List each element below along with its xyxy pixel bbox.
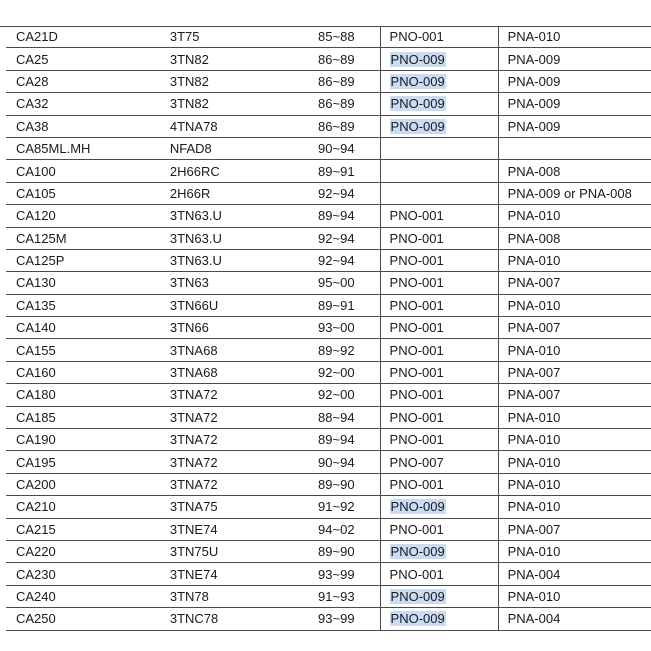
years-cell-text: 86~89 [318,118,355,134]
pno-cell-text: PNO-009 [390,118,445,134]
pno-cell [380,496,498,518]
model-cell [6,585,163,607]
pna-cell-text: PNA-010 [507,208,561,224]
years-cell-text: 94~02 [318,521,355,537]
pno-cell-text: PNO-007 [389,454,444,470]
years-cell-text: 95~00 [318,275,355,291]
pno-cell [380,160,498,182]
model-cell-text: CA25 [16,51,49,67]
engine-cell [163,70,275,92]
model-cell [6,361,163,383]
years-cell-text: 86~89 [318,96,355,112]
engine-cell-text: 3TN75U [169,544,219,560]
engine-cell-text: 3TNA72 [169,477,218,492]
model-cell [6,384,163,406]
pno-cell [380,339,498,361]
parts-table [6,26,651,631]
pna-cell-text: PNA-007 [507,521,561,537]
engine-cell [163,227,275,249]
engine-cell [163,93,275,115]
model-cell-text: CA105 [16,185,56,201]
pno-cell-text: PNO-009 [390,73,445,89]
years-cell-text: 88~94 [318,409,355,425]
table-row [6,540,651,562]
engine-cell-text: 3TNA75 [169,499,218,515]
model-cell-text: CA180 [16,387,56,403]
pno-cell [380,317,498,339]
table-row [6,406,651,428]
model-cell-text: CA190 [16,432,56,448]
pna-cell-text: PNA-004 [507,566,561,582]
pno-cell-text: PNO-009 [390,588,445,604]
model-cell [6,563,163,585]
years-cell [275,518,380,540]
years-cell-text: 89~91 [318,297,355,313]
pno-cell-text: PNO-009 [390,544,445,560]
model-cell-text: CA250 [16,611,56,627]
model-cell-text: CA240 [16,588,56,604]
engine-cell [163,339,275,361]
pna-cell [498,608,651,630]
engine-cell [163,540,275,562]
pna-cell [498,518,651,540]
years-cell-text: 86~89 [318,51,355,67]
pna-cell-text: PNA-009 [507,96,561,112]
pna-cell [498,26,651,48]
model-cell-text: CA195 [16,454,56,470]
engine-cell-text: 3T75 [169,29,200,45]
table-row [6,518,651,540]
pno-cell [380,585,498,607]
years-cell [275,160,380,182]
model-cell-text: CA100 [16,163,56,179]
model-cell [6,518,163,540]
pno-cell-text: PNO-001 [389,477,444,492]
model-cell [6,249,163,271]
years-cell [275,585,380,607]
pna-cell-text: PNA-007 [507,275,561,291]
pno-cell-text: PNO-009 [390,96,445,112]
engine-cell [163,137,275,159]
pna-cell [498,540,651,562]
pna-cell [498,205,651,227]
engine-cell [163,182,275,204]
pna-cell [498,93,651,115]
engine-cell [163,451,275,473]
years-cell [275,384,380,406]
pna-cell [498,115,651,137]
engine-cell [163,294,275,316]
years-cell [275,473,380,495]
model-cell-text: CA125P [16,253,65,269]
pno-cell-text: PNO-001 [389,320,444,336]
pna-cell-text: PNA-009 [507,73,561,89]
pno-cell-text: PNO-001 [389,297,444,313]
pno-cell [380,26,498,48]
model-cell-text: CA220 [16,544,56,560]
table-row [6,249,651,271]
pna-cell-text: PNA-010 [507,342,561,358]
years-cell-text: 85~88 [318,29,355,45]
years-cell [275,406,380,428]
pna-cell [498,317,651,339]
pno-cell-text: PNO-001 [389,29,444,45]
engine-cell [163,272,275,294]
pna-cell [498,563,651,585]
model-cell [6,115,163,137]
pna-cell-text: PNA-009 [507,118,561,134]
pna-cell-text: PNA-008 [507,230,561,246]
pno-cell-text: PNO-001 [389,342,444,358]
pna-cell [498,227,651,249]
pno-cell [380,205,498,227]
table-row [6,361,651,383]
pno-cell [380,473,498,495]
engine-cell [163,249,275,271]
pna-cell [498,384,651,406]
engine-cell [163,518,275,540]
years-cell [275,249,380,271]
years-cell [275,429,380,451]
pno-cell [380,563,498,585]
years-cell-text: 89~90 [318,477,355,492]
engine-cell-text: 3TN82 [169,51,209,67]
engine-cell [163,48,275,70]
engine-cell [163,429,275,451]
pna-cell-text: PNA-009 [507,51,561,67]
model-cell [6,70,163,92]
table-row [6,160,651,182]
model-cell [6,317,163,339]
pna-cell [498,451,651,473]
table-row [6,473,651,495]
pna-cell [498,182,651,204]
pno-cell-text: PNO-001 [389,387,444,403]
pna-cell-text: PNA-004 [507,611,561,627]
table-row [6,93,651,115]
engine-cell-text: 3TNA72 [169,409,218,425]
pna-cell-text: PNA-010 [507,253,561,269]
pna-cell-text: PNA-010 [507,409,561,425]
pna-cell [498,160,651,182]
pna-cell [498,339,651,361]
model-cell-text: CA120 [16,208,56,224]
pna-cell-text: PNA-008 [507,163,561,179]
pno-cell-text: PNO-009 [390,499,445,515]
table-row [6,496,651,518]
table-row [6,451,651,473]
years-cell-text: 89~92 [318,342,355,358]
engine-cell [163,205,275,227]
engine-cell-text: 3TNA68 [169,365,218,381]
pna-cell [498,585,651,607]
engine-cell-text: 3TN66 [169,320,209,336]
table-row [6,429,651,451]
model-cell-text: CA32 [16,96,49,112]
engine-cell-text: 3TN82 [169,73,209,89]
model-cell-text: CA230 [16,566,56,582]
pno-cell-text: PNO-009 [390,51,445,67]
pna-cell [498,496,651,518]
model-cell [6,339,163,361]
engine-cell-text: 3TNE74 [169,566,218,582]
pno-cell [380,249,498,271]
model-cell-text: CA200 [16,477,56,492]
years-cell [275,26,380,48]
engine-cell-text: 3TN63.U [169,208,222,224]
table-row [6,384,651,406]
pna-cell [498,429,651,451]
years-cell-text: 93~99 [318,611,355,627]
engine-cell [163,496,275,518]
model-cell [6,182,163,204]
pno-cell [380,608,498,630]
model-cell-text: CA135 [16,297,56,313]
pna-cell [498,137,651,159]
years-cell [275,137,380,159]
pno-cell [380,272,498,294]
years-cell [275,294,380,316]
model-cell [6,473,163,495]
model-cell-text: CA155 [16,342,56,358]
years-cell [275,182,380,204]
years-cell-text: 89~94 [318,208,355,224]
pno-cell [380,182,498,204]
model-cell-text: CA130 [16,275,56,291]
engine-cell [163,473,275,495]
table-row [6,137,651,159]
years-cell-text: 90~94 [318,454,355,470]
model-cell-text: CA210 [16,499,56,515]
table-row [6,26,651,48]
engine-cell-text: NFAD8 [169,141,212,157]
pna-cell [498,361,651,383]
parts-table-body [6,26,651,630]
engine-cell [163,160,275,182]
years-cell [275,361,380,383]
years-cell-text: 89~90 [318,544,355,560]
pna-cell [498,249,651,271]
model-cell [6,137,163,159]
pno-cell-text: PNO-001 [389,365,444,381]
table-row [6,70,651,92]
table-row [6,563,651,585]
model-cell [6,205,163,227]
pno-cell-text: PNO-001 [389,521,444,537]
engine-cell-text: 3TN63.U [169,253,222,269]
years-cell [275,205,380,227]
model-cell [6,26,163,48]
table-row [6,294,651,316]
model-cell-text: CA125M [16,230,67,246]
years-cell [275,496,380,518]
engine-cell-text: 3TN66U [169,297,219,313]
years-cell [275,115,380,137]
engine-cell-text: 3TNE74 [169,521,218,537]
years-cell-text: 91~92 [318,499,355,515]
years-cell [275,227,380,249]
years-cell [275,48,380,70]
years-cell-text: 86~89 [318,73,355,89]
pna-cell-text: PNA-010 [507,544,561,560]
pna-cell-text: PNA-007 [507,387,561,403]
table-row [6,115,651,137]
model-cell [6,451,163,473]
engine-cell-text: 3TN63 [169,275,209,291]
engine-cell [163,384,275,406]
years-cell-text: 93~00 [318,320,355,336]
model-cell [6,272,163,294]
years-cell [275,451,380,473]
years-cell [275,339,380,361]
pno-cell [380,429,498,451]
table-row [6,585,651,607]
table-row [6,205,651,227]
pno-cell [380,540,498,562]
table-row [6,48,651,70]
model-cell-text: CA21D [16,29,58,45]
pno-cell [380,361,498,383]
model-cell-text: CA85ML.MH [16,141,91,157]
engine-cell-text: 2H66R [169,185,211,201]
years-cell [275,70,380,92]
model-cell-text: CA185 [16,409,56,425]
model-cell [6,294,163,316]
engine-cell-text: 3TNA72 [169,454,218,470]
years-cell [275,317,380,339]
engine-cell [163,26,275,48]
model-cell [6,48,163,70]
engine-cell-text: 3TNA68 [169,342,218,358]
pna-cell-text: PNA-010 [507,29,561,45]
model-cell-text: CA38 [16,118,49,134]
pno-cell [380,518,498,540]
pno-cell [380,294,498,316]
table-row [6,227,651,249]
engine-cell [163,115,275,137]
model-cell [6,160,163,182]
years-cell-text: 89~94 [318,432,355,448]
model-cell-text: CA28 [16,73,49,89]
pno-cell-text: PNO-001 [389,432,444,448]
pna-cell [498,406,651,428]
years-cell [275,272,380,294]
table-row [6,272,651,294]
years-cell-text: 92~00 [318,387,355,403]
pno-cell-text: PNO-001 [389,208,444,224]
pno-cell-text: PNO-001 [389,230,444,246]
engine-cell [163,563,275,585]
pna-cell-text: PNA-007 [507,365,561,381]
engine-cell-text: 3TNA72 [169,432,218,448]
pna-cell [498,48,651,70]
pno-cell [380,93,498,115]
model-cell-text: CA215 [16,521,56,537]
engine-cell [163,406,275,428]
table-row [6,182,651,204]
engine-cell-text: 3TNA72 [169,387,218,403]
table-row [6,339,651,361]
years-cell [275,93,380,115]
pna-cell [498,272,651,294]
years-cell [275,540,380,562]
pna-cell-text: PNA-007 [507,320,561,336]
years-cell-text: 93~99 [318,566,355,582]
pna-cell-text: PNA-010 [507,477,561,492]
years-cell-text: 90~94 [318,141,355,157]
engine-cell-text: 2H66RC [169,163,220,179]
table-row [6,317,651,339]
pno-cell [380,451,498,473]
years-cell-text: 92~00 [318,365,355,381]
pno-cell-text: PNO-009 [390,611,445,627]
pna-cell [498,473,651,495]
years-cell [275,608,380,630]
model-cell [6,496,163,518]
pna-cell-text: PNA-009 or PNA-008 [507,185,632,201]
years-cell-text: 92~94 [318,230,355,246]
engine-cell-text: 4TNA78 [169,118,218,134]
years-cell-text: 89~91 [318,163,355,179]
model-cell [6,429,163,451]
model-cell [6,227,163,249]
pno-cell [380,70,498,92]
pno-cell-text: PNO-001 [389,566,444,582]
pna-cell-text: PNA-010 [507,499,561,515]
pno-cell [380,384,498,406]
model-cell [6,540,163,562]
pna-cell-text: PNA-010 [507,588,561,604]
pno-cell-text: PNO-001 [389,409,444,425]
pna-cell-text: PNA-010 [507,432,561,448]
years-cell-text: 91~93 [318,588,355,604]
model-cell-text: CA160 [16,365,56,381]
pno-cell-text: PNO-001 [389,275,444,291]
engine-cell [163,608,275,630]
pno-cell [380,137,498,159]
engine-cell-text: 3TN78 [169,588,209,604]
pno-cell [380,115,498,137]
pno-cell [380,48,498,70]
model-cell [6,608,163,630]
years-cell-text: 92~94 [318,185,355,201]
years-cell-text: 92~94 [318,253,355,269]
engine-cell [163,585,275,607]
pna-cell [498,294,651,316]
pna-cell-text: PNA-010 [507,297,561,313]
pna-cell [498,70,651,92]
engine-cell [163,361,275,383]
model-cell [6,93,163,115]
engine-cell [163,317,275,339]
model-cell-text: CA140 [16,320,56,336]
pno-cell-text: PNO-001 [389,253,444,269]
pna-cell-text: PNA-010 [507,454,561,470]
years-cell [275,563,380,585]
engine-cell-text: 3TN82 [169,96,209,112]
engine-cell-text: 3TNC78 [169,611,219,627]
pno-cell [380,406,498,428]
pno-cell [380,227,498,249]
table-row [6,608,651,630]
engine-cell-text: 3TN63.U [169,230,222,246]
model-cell [6,406,163,428]
